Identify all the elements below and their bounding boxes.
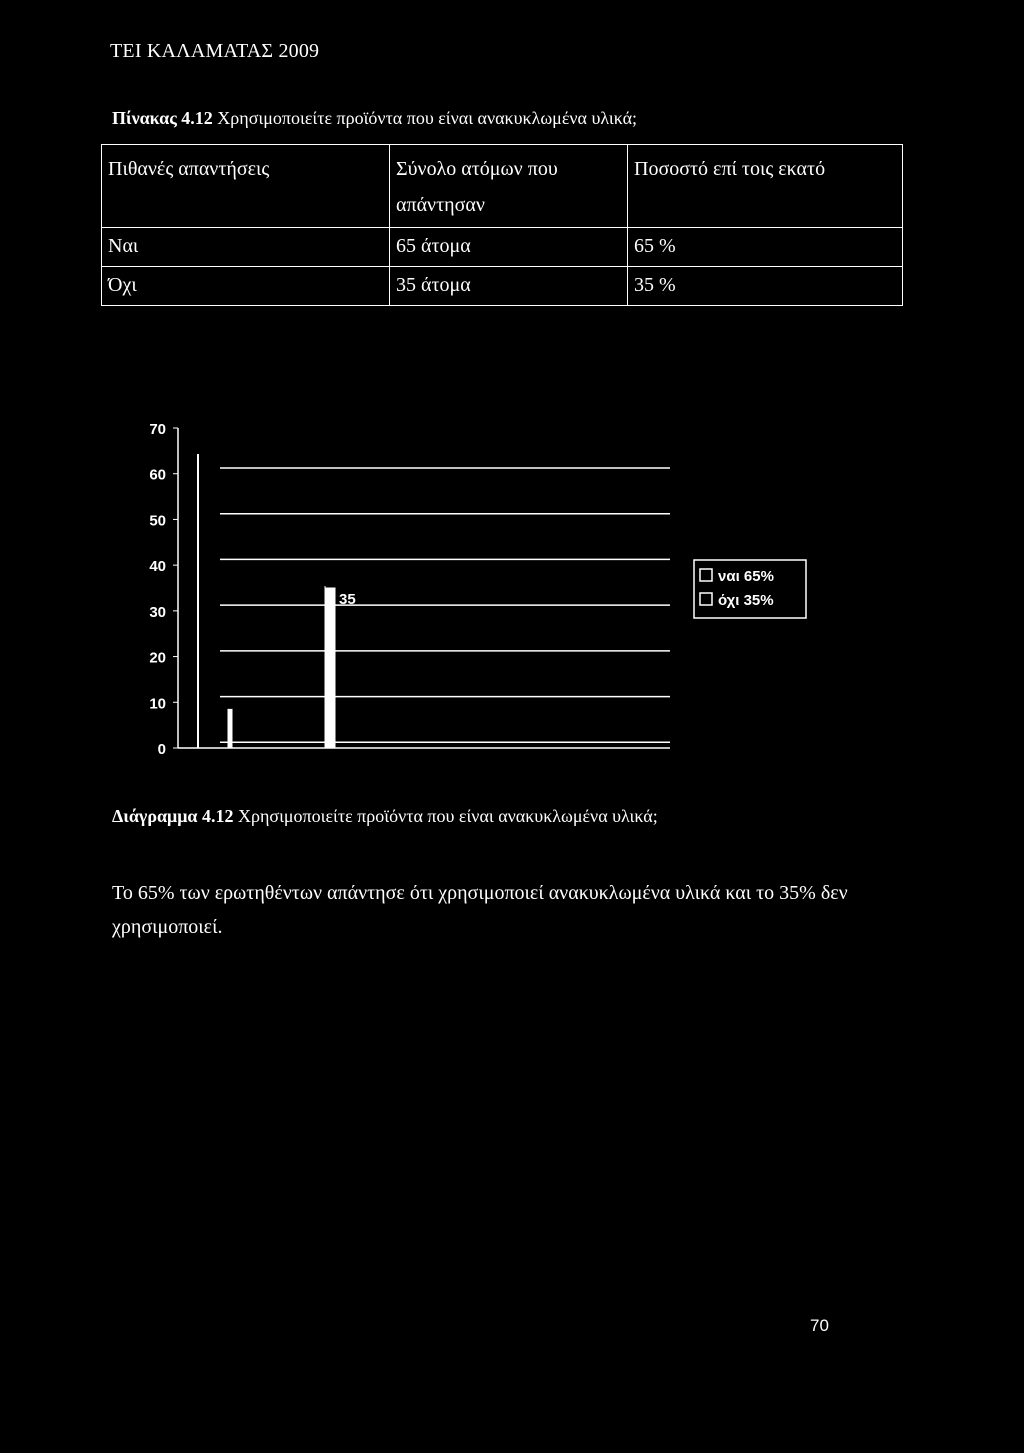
table-row bbox=[102, 267, 903, 306]
table-cell: 35 άτομα bbox=[390, 267, 628, 306]
y-tick-label: 40 bbox=[149, 558, 166, 576]
legend-entry: ναι 65% bbox=[718, 568, 774, 585]
table-caption bbox=[112, 108, 637, 129]
table-header-cell: Πιθανές απαντήσεις bbox=[102, 145, 390, 228]
table-cell: 65 άτομα bbox=[390, 228, 628, 267]
table-cell: 35 % bbox=[628, 267, 903, 306]
table-cell: Όχι bbox=[102, 267, 390, 306]
table-header-cell: Ποσοστό επί τοις εκατό bbox=[628, 145, 903, 228]
legend-swatch bbox=[700, 569, 712, 581]
bar bbox=[325, 588, 335, 748]
bar-data-label: 35 bbox=[339, 591, 356, 608]
y-tick-label: 10 bbox=[149, 695, 166, 713]
chart-caption-text: Χρησιμοποιείτε προϊόντα που είναι ανακυκλωμένα υλικά; bbox=[233, 806, 658, 826]
table-cell: Ναι bbox=[102, 228, 390, 267]
bar bbox=[228, 709, 232, 748]
y-tick-label: 60 bbox=[149, 466, 166, 484]
y-tick-label: 30 bbox=[149, 603, 166, 621]
table-row bbox=[102, 228, 903, 267]
table-header-row bbox=[102, 145, 903, 228]
y-tick-label: 0 bbox=[157, 741, 166, 758]
responses-table bbox=[101, 144, 903, 306]
bar-chart bbox=[120, 410, 840, 770]
chart-caption-label: Διάγραμμα 4.12 bbox=[112, 806, 234, 826]
y-tick-label: 20 bbox=[149, 649, 166, 667]
table-header-cell: Σύνολο ατόμων που απάντησαν bbox=[390, 145, 628, 228]
page-header: ΤΕΙ ΚΑΛΑΜΑΤΑΣ 2009 bbox=[110, 40, 320, 62]
table-cell: 65 % bbox=[628, 228, 903, 267]
table-caption-text: Χρησιμοποιείτε προϊόντα που είναι ανακυκλωμένα υλικά; bbox=[212, 108, 638, 128]
table-caption-label: Πίνακας 4.12 bbox=[112, 108, 213, 128]
legend-entry: όχι 35% bbox=[718, 592, 774, 609]
y-tick-label: 70 bbox=[149, 421, 166, 438]
summary-paragraph: Το 65% των ερωτηθέντων απάντησε ότι χρησιμοποιεί ανακυκλωμένα υλικά και το 35% δεν χρησιμοποιεί. bbox=[112, 882, 848, 938]
y-tick-label: 50 bbox=[149, 512, 166, 530]
chart-caption bbox=[112, 806, 658, 827]
legend-swatch bbox=[700, 593, 712, 605]
page-number: 70 bbox=[810, 1316, 829, 1335]
